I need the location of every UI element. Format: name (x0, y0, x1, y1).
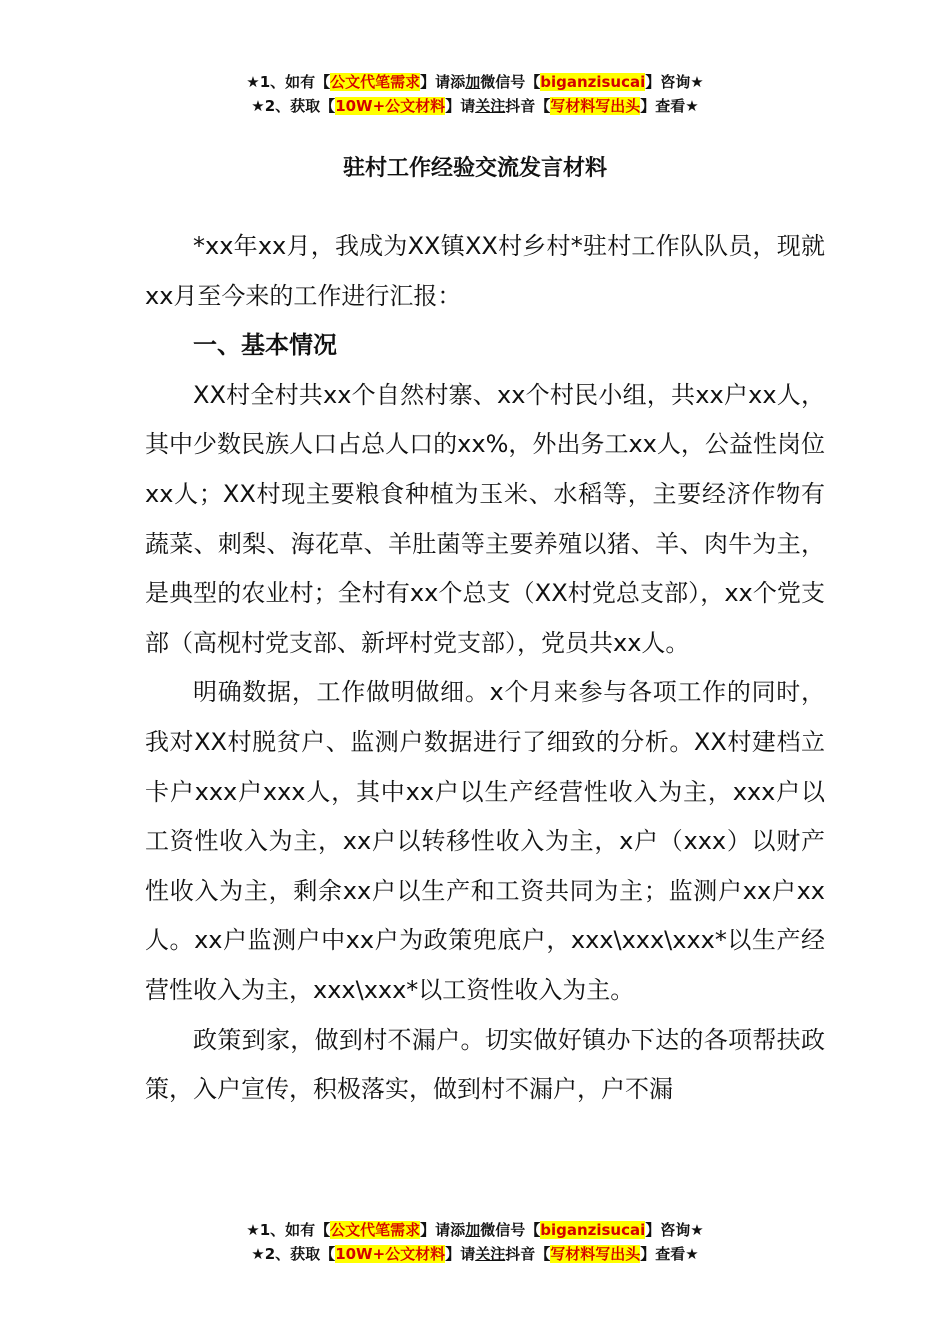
paragraph-policy: 政策到家，做到村不漏户。切实做好镇办下达的各项帮扶政策，入户宣传，积极落实，做到村不漏户，户不漏 (145, 1025, 825, 1104)
banner-text: 】请添 (420, 73, 466, 91)
banner-highlight: 10W+公文材料 (335, 97, 446, 115)
banner-line-2 (0, 94, 950, 118)
banner-highlight: biganzisucai (540, 1221, 646, 1239)
banner-text: 】咨询★ (645, 73, 704, 91)
banner-text: 抖音【 (505, 1245, 551, 1263)
document-body (145, 222, 825, 1115)
banner-line-2 (0, 1242, 950, 1266)
banner-text: ★2、获取【 (251, 97, 336, 115)
banner-line-1 (0, 1218, 950, 1242)
banner-text: 微信号【 (480, 1221, 541, 1239)
banner-text: ★2、获取【 (251, 1245, 336, 1263)
paragraph-basic-info: XX村全村共xx个自然村寨、xx个村民小组，共xx户xx人，其中少数民族人口占总人口的xx%，外出务工xx人，公益性岗位xx人；XX村现主要粮食种植为玉米、水稻等，主要经济作物有蔬菜、刺梨、海花草、羊肚菌等主要养殖以猪、羊、肉牛为主，是典型的农业村；全村有xx个总支（XX村党总支部），xx个党支部（高枧村党支部、新坪村党支部），党员共xx人。 (145, 380, 825, 657)
banner-line-1 (0, 70, 950, 94)
banner-text: 】请 (445, 1245, 476, 1263)
banner-text: 】请 (445, 97, 476, 115)
bottom-banner (0, 1218, 950, 1266)
banner-underline: 加 (465, 73, 481, 91)
top-banner (0, 70, 950, 118)
document-title: 驻村工作经验交流发言材料 (342, 156, 607, 181)
banner-text: ★1、如有【 (246, 1221, 331, 1239)
section-heading: 一、基本情况 (193, 331, 337, 360)
paragraph-intro: *xx年xx月，我成为XX镇XX村乡村*驻村工作队队员，现就xx月至今来的工作进行汇报： (145, 232, 825, 310)
banner-highlight: 公文代笔需求 (330, 73, 421, 91)
banner-highlight: 写材料写出头 (550, 1245, 641, 1263)
banner-underline: 关注 (475, 97, 506, 115)
banner-highlight: 公文代笔需求 (330, 1221, 421, 1239)
paragraph-data: 明确数据，工作做明做细。x个月来参与各项工作的同时，我对XX村脱贫户、监测户数据进行了细致的分析。XX村建档立卡户xxx户xxx人，其中xx户以生产经营性收入为主，xxx户以工资性收入为主，xx户以转移性收入为主，x户（xxx）以财产性收入为主，剩余xx户以生产和工资共同为主；监测户xx户xx人。xx户监测户中xx户为政策兜底户，xxx\xxx\xxx*以生产经营性收入为主，xxx\xxx*以工资性收入为主。 (145, 678, 825, 1004)
banner-highlight: 10W+公文材料 (335, 1245, 446, 1263)
banner-text: 抖音【 (505, 97, 551, 115)
banner-text: ★1、如有【 (246, 73, 331, 91)
banner-text: 微信号【 (480, 73, 541, 91)
banner-text: 】查看★ (640, 97, 699, 115)
banner-highlight: 写材料写出头 (550, 97, 641, 115)
banner-text: 】查看★ (640, 1245, 699, 1263)
banner-underline: 加 (465, 1221, 481, 1239)
banner-highlight: biganzisucai (540, 73, 646, 91)
banner-underline: 关注 (475, 1245, 506, 1263)
banner-text: 】咨询★ (645, 1221, 704, 1239)
banner-text: 】请添 (420, 1221, 466, 1239)
